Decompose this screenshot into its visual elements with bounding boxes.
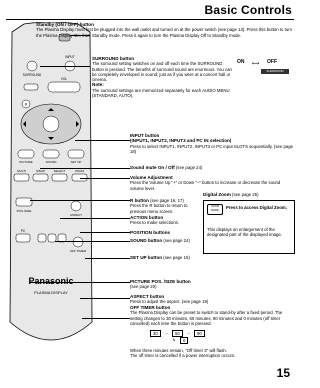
remote-setup-button[interactable]: [68, 150, 84, 158]
remote-brand-logo: Panasonic: [28, 276, 74, 286]
leader-setup: [85, 258, 130, 259]
leader-picture-pos: [30, 282, 130, 283]
aspect-body: Press to adjust the aspect. (see page 19): [130, 299, 209, 305]
leader-input: [75, 140, 130, 141]
timer-arrow-icon: ↳: [172, 337, 176, 342]
remote-model-label: PLASMA DISPLAY: [34, 290, 68, 295]
digital-zoom-press: Press to access Digital Zoom.: [226, 205, 287, 210]
remote-picture-pos-label: POS./SIZE: [16, 209, 32, 213]
surround-title: SURROUND button: [92, 56, 135, 61]
remote-multi-label: MULTI: [17, 169, 26, 173]
setup-callout: [130, 255, 202, 260]
remote-off-timer-button[interactable]: [73, 237, 83, 247]
remote-setup-label: SET UP: [70, 160, 82, 164]
remote-picture-button[interactable]: [18, 150, 34, 158]
digital-zoom-body: This displays an enlargement of the designated part of the displayed image.: [207, 227, 283, 238]
volume-body: Press the Volume Up "+" or Down "–" button to increase or decrease the sound volume level.: [130, 180, 281, 191]
leader-position: [80, 232, 130, 233]
off-timer-callout: [130, 305, 294, 326]
remote-off-timer-label: OFF TIMER: [69, 249, 87, 253]
remote-swap-label: SWAP: [36, 169, 45, 173]
mute-callout: [130, 165, 294, 170]
remote-input-label: INPUT: [65, 55, 75, 59]
remote-swap-button[interactable]: [33, 174, 48, 181]
position-callout: [130, 230, 202, 235]
surround-body: The surround setting switches on and off each time the SURROUND button is pressed. The benefits of surround sound are enormous. You can be completely enveloped in sound; just as if you were at a concert hall or cinema.: [92, 61, 232, 83]
timer-arrow-icon: →: [186, 330, 191, 335]
leader-off-timer: [82, 318, 130, 319]
remote-vol-label: VOL: [60, 77, 68, 81]
toggle-arrow-icon: ⟷: [252, 61, 260, 67]
remote-aspect-button[interactable]: [71, 201, 81, 211]
timer-step-90: 90: [194, 330, 205, 337]
digital-zoom-heading: [203, 192, 293, 197]
volume-callout: [130, 175, 294, 191]
off-timer-after2: The off timer is cancelled if a power interruption occurs.: [130, 353, 236, 359]
remote-surround-button[interactable]: [27, 61, 37, 71]
action-body: Press to make selections.: [130, 220, 179, 226]
remote-sound-label: SOUND: [45, 160, 57, 164]
input-body: Press to select INPUT1, INPUT2, INPUT3 or PC input SLOTS sequentially. (see page 18): [130, 143, 294, 154]
aspect-title: ASPECT button: [130, 294, 165, 299]
input-subtitle: (INPUT1, INPUT2, INPUT3 and PC IN selection): [130, 138, 232, 144]
off-timer-body: The Plasma Display can be preset to switch to stand-by after a fixed period. The setting changes to 30 minutes, 60 minutes, 90 minutes and 0 minutes (off timer cancelled) each time the button is pressed.: [130, 310, 283, 326]
leader-volume: [80, 178, 130, 179]
action-title: ACTION button: [130, 215, 164, 220]
remote-aspect-label: ASPECT: [69, 213, 83, 217]
timer-step-30: 30: [150, 330, 161, 337]
zoom-mode-key-icon: ZOOM MODE: [207, 204, 223, 215]
remote-zoom-label: ZOOM: [75, 169, 84, 173]
off-timer-notes: [130, 348, 294, 359]
picture-pos-title: PICTURE POS. /SIZE button: [130, 279, 191, 284]
digital-zoom-title: Digital Zoom: [203, 192, 231, 197]
timer-step-0: 0: [180, 337, 188, 344]
remote-volume-rocker[interactable]: [48, 82, 80, 92]
r-title: R button: [130, 198, 149, 203]
position-title: POSITION buttons: [130, 230, 171, 235]
digital-zoom-box: [203, 200, 295, 254]
timer-arrow-icon: →: [164, 330, 169, 335]
remote-picture-label: PICTURE: [19, 160, 33, 164]
remote-sound-button[interactable]: [43, 150, 59, 158]
leader-surround: [40, 66, 90, 67]
surround-note-body: The surround settings are memorized separately for each AUDIO MENU (STANDARD, AUTO).: [92, 87, 230, 99]
page-header: [0, 0, 300, 20]
surround-on-label: ON: [237, 59, 245, 65]
remote-control-illustration: [6, 22, 96, 360]
mute-ref: (see page 24): [175, 165, 203, 170]
header-rule: [6, 19, 294, 20]
sound-ref: (see page 24): [163, 238, 190, 243]
page-title: Basic Controls: [204, 3, 292, 17]
page-number: 15: [276, 366, 290, 380]
leader-action: [60, 218, 130, 219]
remote-pc-button[interactable]: [16, 234, 30, 242]
input-callout: [130, 133, 294, 154]
remote-mute-button[interactable]: [24, 84, 38, 90]
aspect-callout: [130, 294, 210, 305]
leader-sound: [55, 241, 130, 242]
surround-off-label: OFF: [267, 59, 277, 65]
surround-note-label: Note:: [92, 82, 104, 88]
off-timer-after1: When three minutes remain, "Off timer 3" will flash.: [130, 348, 227, 353]
input-title: INPUT button: [130, 133, 160, 138]
timer-step-60: 60: [172, 330, 183, 337]
remote-pc-label: PC: [20, 229, 26, 233]
sound-callout: [130, 238, 202, 243]
remote-action-button[interactable]: [43, 116, 59, 132]
surround-toggle-diagram: [235, 60, 293, 78]
r-body: Press the R button to return to previous menu screen.: [130, 203, 188, 214]
setup-ref: (see page 16): [163, 255, 190, 260]
leader-r: [30, 200, 130, 201]
standby-title: Standby (ON / OFF) button: [36, 22, 94, 27]
sound-title: SOUND button: [130, 238, 163, 243]
surround-callout: [92, 56, 232, 98]
picture-pos-ref: (see page 20): [130, 284, 157, 290]
action-callout: [130, 215, 202, 226]
remote-multi-button[interactable]: [14, 174, 29, 181]
remote-select-button[interactable]: [52, 174, 67, 181]
standby-body: The Plasma Display must first be plugged into the wall outlet and turned on at the power switch (see page 13). Press this button to turn the Plasma Display On, from Standby mode. Press it again to turn the Plasma Display Off to Standby mode.: [36, 27, 293, 38]
remote-r-label: R: [24, 102, 28, 107]
volume-title: Volume Adjustment: [130, 175, 173, 180]
off-timer-title: OFF TIMER button: [130, 305, 171, 310]
r-ref: (see page 16, 17): [150, 198, 184, 203]
standby-callout: [36, 22, 294, 38]
off-timer-cycle-diagram: [130, 330, 280, 342]
remote-number-1-button[interactable]: [38, 234, 46, 242]
remote-surround-label: SURROUND: [22, 73, 42, 77]
surround-indicator: SURROUND: [261, 69, 289, 74]
r-callout: [130, 198, 202, 214]
picture-pos-callout: [130, 279, 210, 290]
remote-select-label: SELECT: [53, 169, 66, 173]
mute-title: Sound mute On / Off: [130, 165, 175, 170]
setup-title: SET UP button: [130, 255, 163, 260]
digital-zoom-ref: (see page 25): [232, 192, 259, 197]
leader-aspect: [80, 298, 130, 299]
leader-mute: [40, 168, 130, 169]
